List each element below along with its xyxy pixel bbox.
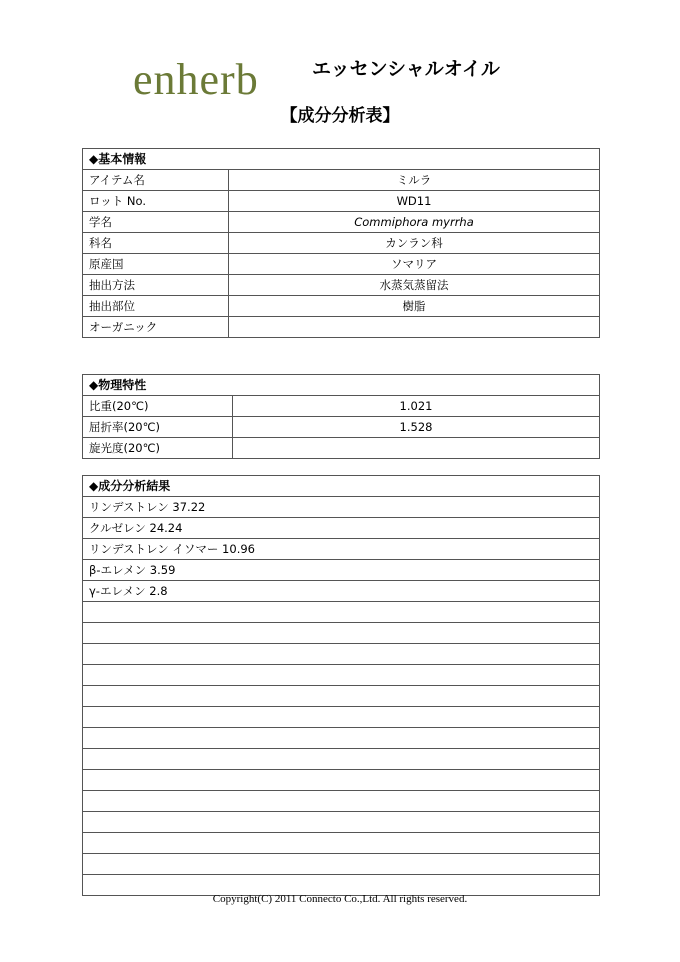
- row-label: オーガニック: [83, 317, 229, 338]
- row-value: WD11: [229, 191, 600, 212]
- table-row: [83, 191, 600, 212]
- table-row: [83, 296, 600, 317]
- table-row: [83, 602, 600, 623]
- component-entry: [83, 812, 600, 833]
- component-entry: [83, 791, 600, 812]
- component-entry: [83, 833, 600, 854]
- row-label: ロット No.: [83, 191, 229, 212]
- basic-info-table: [82, 148, 600, 338]
- row-value: [229, 317, 600, 338]
- product-category: エッセンシャルオイル: [312, 58, 500, 80]
- row-value: カンラン科: [229, 233, 600, 254]
- page-title: 【成分分析表】: [280, 106, 400, 126]
- row-label: 抽出方法: [83, 275, 229, 296]
- table-row: [83, 497, 600, 518]
- table-row: [83, 644, 600, 665]
- physical-properties-table: [82, 374, 600, 459]
- row-value: 1.528: [233, 417, 600, 438]
- component-entry: β-エレメン 3.59: [83, 560, 600, 581]
- table-row: [83, 791, 600, 812]
- row-value: 水蒸気蒸留法: [229, 275, 600, 296]
- table-row: [83, 254, 600, 275]
- component-entry: [83, 728, 600, 749]
- table-row: [83, 212, 600, 233]
- table-row: [83, 749, 600, 770]
- table-row: [83, 317, 600, 338]
- table-row: [83, 275, 600, 296]
- table-row: [83, 812, 600, 833]
- table-row: [83, 396, 600, 417]
- row-label: 抽出部位: [83, 296, 229, 317]
- row-value: [233, 438, 600, 459]
- component-entry: [83, 602, 600, 623]
- table-row: [83, 728, 600, 749]
- table-row: [83, 686, 600, 707]
- component-entry: [83, 854, 600, 875]
- table-row: [83, 233, 600, 254]
- row-value: 樹脂: [229, 296, 600, 317]
- row-label: 原産国: [83, 254, 229, 275]
- component-entry: [83, 644, 600, 665]
- component-entry: リンデストレン イソマー 10.96: [83, 539, 600, 560]
- row-value: 1.021: [233, 396, 600, 417]
- table-row: [83, 833, 600, 854]
- component-entry: [83, 707, 600, 728]
- table-row: [83, 665, 600, 686]
- row-value: ソマリア: [229, 254, 600, 275]
- table-row: [83, 417, 600, 438]
- component-entry: クルゼレン 24.24: [83, 518, 600, 539]
- table-row: [83, 854, 600, 875]
- component-entry: リンデストレン 37.22: [83, 497, 600, 518]
- component-entry: γ-エレメン 2.8: [83, 581, 600, 602]
- table-row: [83, 770, 600, 791]
- table-row: [83, 170, 600, 191]
- table-row: [83, 518, 600, 539]
- row-label: アイテム名: [83, 170, 229, 191]
- component-entry: [83, 686, 600, 707]
- component-entry: [83, 623, 600, 644]
- copyright-notice: Copyright(C) 2011 Connecto Co.,Ltd. All rights reserved.: [212, 893, 468, 905]
- row-label: 科名: [83, 233, 229, 254]
- physical-properties-heading: ◆物理特性: [83, 375, 600, 396]
- table-row: [83, 623, 600, 644]
- row-label: 旋光度(20℃): [83, 438, 233, 459]
- table-row: [83, 539, 600, 560]
- row-label: 学名: [83, 212, 229, 233]
- component-entry: [83, 770, 600, 791]
- composition-table: [82, 475, 600, 896]
- component-entry: [83, 749, 600, 770]
- basic-info-heading: ◆基本情報: [83, 149, 600, 170]
- table-row: [83, 707, 600, 728]
- table-row: [83, 581, 600, 602]
- row-label: 屈折率(20℃): [83, 417, 233, 438]
- brand-logo: enherb: [133, 55, 259, 104]
- component-entry: [83, 665, 600, 686]
- table-row: [83, 560, 600, 581]
- row-label: 比重(20℃): [83, 396, 233, 417]
- table-row: [83, 438, 600, 459]
- composition-heading: ◆成分分析結果: [83, 476, 600, 497]
- row-value: Commiphora myrrha: [229, 212, 600, 233]
- row-value: ミルラ: [229, 170, 600, 191]
